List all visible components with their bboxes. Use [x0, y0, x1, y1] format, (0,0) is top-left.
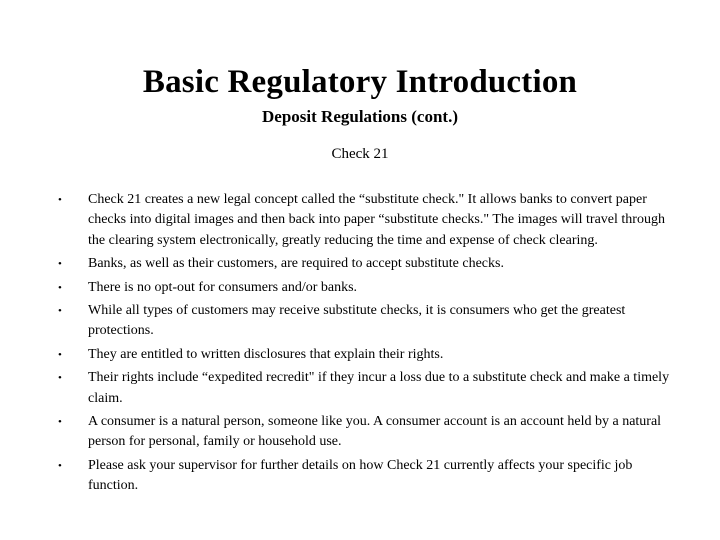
bullet-item	[0, 278, 720, 298]
slide-title: Basic Regulatory Introduction	[142, 64, 578, 100]
bullet-text: Their rights include “expedited recredit" if they incur a loss due to a substitute check and make a timely claim.	[88, 370, 670, 406]
bullet-text: A consumer is a natural person, someone like you. A consumer account is an account held by a natural person for personal, family or household use.	[88, 414, 662, 450]
bullet-text: They are entitled to written disclosures that explain their rights.	[88, 346, 444, 362]
bullet-item	[0, 368, 720, 409]
bullet-marker: •	[58, 281, 62, 294]
bullet-list	[0, 190, 720, 500]
bullet-marker: •	[58, 459, 62, 472]
section-heading: Check 21	[331, 146, 389, 162]
bullet-text: Please ask your supervisor for further details on how Check 21 currently affects your specific job function.	[88, 457, 633, 494]
slide-subtitle: Deposit Regulations (cont.)	[262, 107, 458, 126]
bullet-marker: •	[58, 348, 62, 361]
bullet-item	[0, 301, 720, 342]
bullet-text: There is no opt-out for consumers and/or banks.	[88, 279, 358, 295]
bullet-item	[0, 412, 720, 453]
bullet-marker: •	[58, 194, 62, 206]
bullet-item	[0, 254, 720, 274]
bullet-text: Check 21 creates a new legal concept called the “substitute check." It allows banks to convert paper checks into digital images and then back into paper “substitute checks." The images will travel through the clearing system electronically, greatly reducing the time and expense of check clearing.	[88, 192, 665, 248]
bullet-item	[0, 190, 720, 251]
bullet-marker: •	[58, 305, 62, 318]
bullet-item	[0, 345, 720, 365]
bullet-marker: •	[58, 258, 62, 271]
bullet-item	[0, 456, 720, 497]
bullet-text: Banks, as well as their customers, are required to accept substitute checks.	[88, 256, 504, 272]
bullet-marker: •	[58, 416, 62, 429]
bullet-text: While all types of customers may receive substitute checks, it is consumers who get the greatest protections.	[88, 303, 626, 339]
bullet-marker: •	[58, 372, 62, 385]
